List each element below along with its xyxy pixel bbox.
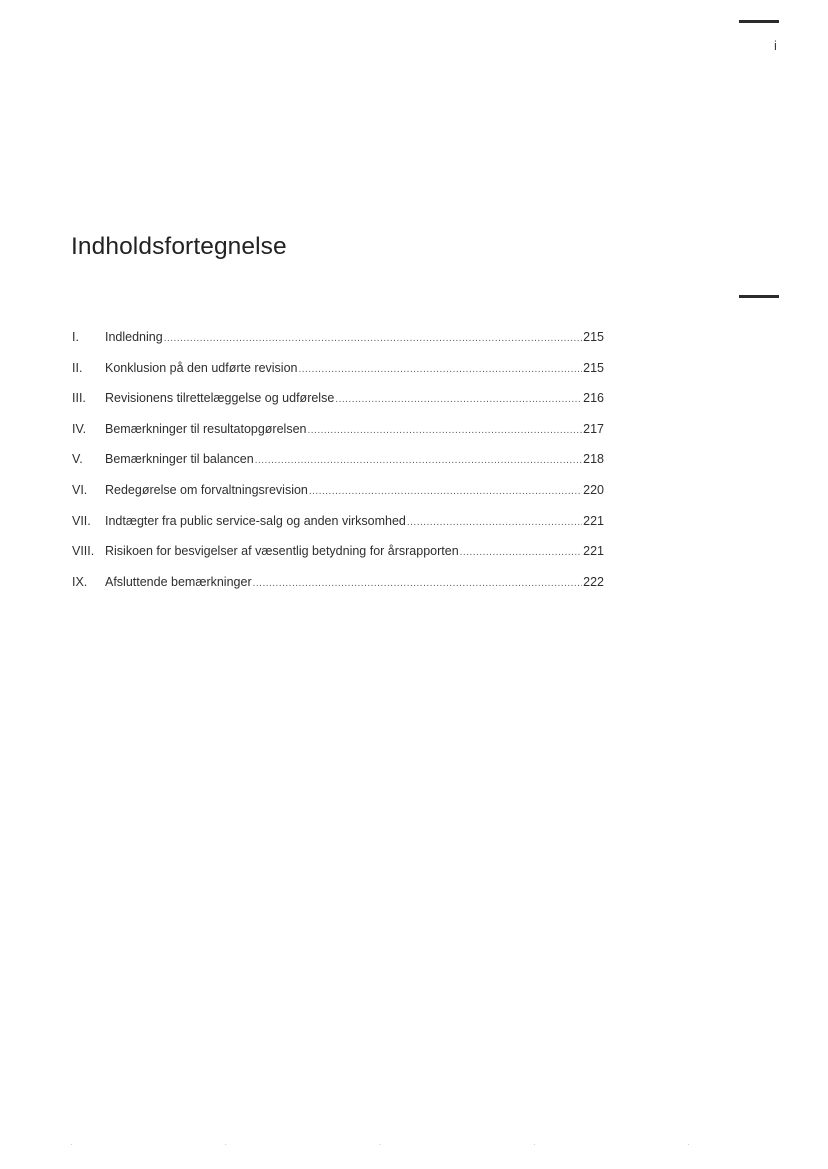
toc-entry-number: V. — [72, 452, 83, 467]
toc-entry-title: Konklusion på den udførte revision — [105, 360, 298, 375]
toc-dot-leader — [407, 517, 582, 528]
edge-bar-top — [739, 20, 779, 23]
toc-entry-page: 220 — [583, 482, 604, 497]
toc-entry-number: VI. — [72, 482, 88, 497]
toc-entry-number: IV. — [72, 421, 87, 436]
toc-entry-number: I. — [72, 330, 79, 344]
scan-dot: · — [224, 1140, 227, 1149]
toc-dot-leader — [335, 394, 582, 405]
toc-entry-7[interactable] — [72, 514, 604, 545]
toc-entry-title: Redegørelse om forvaltningsrevision — [105, 482, 308, 497]
toc-entry-5[interactable] — [72, 452, 604, 483]
toc-entry-number: VII. — [72, 513, 91, 528]
toc-entry-number: IX. — [72, 574, 88, 589]
toc-entry-1[interactable] — [72, 330, 604, 361]
toc-entry-number: VIII. — [72, 544, 95, 559]
toc-dot-leader — [309, 486, 582, 497]
toc-entry-number: II. — [72, 360, 83, 375]
toc-dot-leader — [298, 364, 582, 375]
toc-entry-9[interactable] — [72, 575, 604, 606]
toc-entry-page: 221 — [583, 544, 604, 559]
toc-entry-title: Bemærkninger til balancen — [105, 452, 254, 467]
toc-entry-page: 217 — [583, 421, 604, 436]
toc-dot-leader — [164, 333, 582, 344]
scan-dot: · — [378, 1140, 382, 1149]
edge-bar-middle — [739, 295, 779, 298]
toc-dot-leader — [460, 547, 582, 558]
scan-dot: · — [70, 1140, 73, 1149]
document-title: Indholdsfortegnelse — [71, 233, 287, 260]
table-of-contents — [72, 330, 604, 605]
toc-entry-2[interactable] — [72, 361, 604, 392]
toc-entry-title: Indtægter fra public service-salg og anden virksomhed — [105, 513, 406, 528]
toc-entry-page: 222 — [583, 574, 604, 589]
toc-entry-title: Indledning — [105, 330, 163, 344]
toc-entry-page: 215 — [583, 330, 604, 344]
toc-entry-page: 216 — [583, 391, 604, 406]
scan-artifact-dots — [70, 1140, 690, 1149]
toc-entry-3[interactable] — [72, 391, 604, 422]
toc-entry-title: Afsluttende bemærkninger — [105, 574, 252, 589]
toc-entry-page: 218 — [583, 452, 604, 467]
toc-entry-6[interactable] — [72, 483, 604, 514]
scan-dot: · — [532, 1140, 536, 1149]
toc-dot-leader — [253, 578, 583, 589]
toc-entry-number: III. — [72, 391, 86, 406]
toc-entry-4[interactable] — [72, 422, 604, 453]
scan-dot: · — [687, 1140, 690, 1149]
toc-entry-title: Risikoen for besvigelser af væsentlig betydning for årsrapporten — [105, 544, 459, 559]
toc-entry-8[interactable] — [72, 544, 604, 575]
toc-entry-page: 215 — [583, 360, 604, 375]
toc-entry-page: 221 — [583, 513, 604, 528]
toc-dot-leader — [307, 425, 582, 436]
toc-dot-leader — [255, 455, 582, 466]
toc-entry-title: Revisionens tilrettelæggelse og udførelse — [105, 391, 335, 406]
toc-entry-title: Bemærkninger til resultatopgørelsen — [105, 421, 307, 436]
page-number-marker: i — [774, 38, 777, 53]
